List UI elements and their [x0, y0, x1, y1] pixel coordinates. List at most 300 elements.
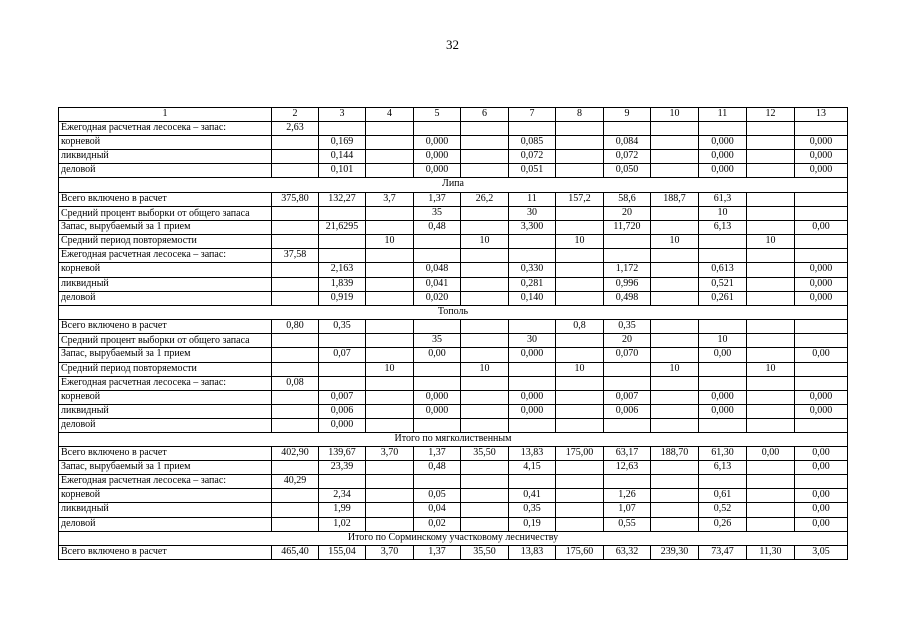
table-cell: [651, 348, 699, 362]
table-cell: [366, 489, 414, 503]
table-cell: [747, 122, 795, 136]
table-cell: [651, 206, 699, 221]
table-cell: [461, 150, 509, 164]
table-row: [59, 333, 848, 348]
table-cell: 0,101: [319, 164, 366, 178]
table-cell: [556, 136, 604, 150]
table-cell: 0,00: [795, 517, 848, 531]
table-cell: [747, 390, 795, 404]
table-cell: [319, 376, 366, 390]
table-cell: 0,000: [414, 404, 461, 418]
table-cell: [272, 291, 319, 305]
table-cell: [509, 418, 556, 432]
table-cell: [366, 333, 414, 348]
table-cell: 0,007: [604, 390, 651, 404]
table-row: [59, 291, 848, 305]
table-cell: [461, 404, 509, 418]
table-cell: 0,35: [604, 319, 651, 333]
table-cell: 10: [747, 362, 795, 376]
table-cell: [747, 348, 795, 362]
table-cell: [556, 164, 604, 178]
table-cell: [795, 319, 848, 333]
table-cell: 0,006: [604, 404, 651, 418]
table-cell: 0,000: [795, 404, 848, 418]
table-cell: [461, 249, 509, 263]
table-cell: 0,000: [795, 150, 848, 164]
table-cell: 0,051: [509, 164, 556, 178]
table-cell: 3,70: [366, 447, 414, 461]
table-cell: 0,000: [699, 404, 747, 418]
table-cell: [556, 390, 604, 404]
table-cell: [795, 235, 848, 249]
table-cell: 0,007: [319, 390, 366, 404]
table-cell: 132,27: [319, 192, 366, 206]
table-cell: 0,050: [604, 164, 651, 178]
table-row: [59, 461, 848, 475]
row-label: Ежегодная расчетная лесосека – запас:: [59, 249, 272, 263]
table-cell: [319, 122, 366, 136]
table-cell: 139,67: [319, 447, 366, 461]
page-number: 32: [446, 37, 459, 52]
table-cell: 40,29: [272, 475, 319, 489]
table-row: [59, 319, 848, 333]
table-cell: 2,163: [319, 263, 366, 277]
table-cell: 157,2: [556, 192, 604, 206]
table-cell: [651, 277, 699, 291]
table-cell: [461, 333, 509, 348]
table-cell: [556, 517, 604, 531]
table-cell: 11,720: [604, 221, 651, 235]
table-cell: [272, 136, 319, 150]
row-label: Средний период повторяемости: [59, 362, 272, 376]
header-cell: 11: [699, 108, 747, 122]
table-cell: [651, 249, 699, 263]
header-cell: 2: [272, 108, 319, 122]
row-label: деловой: [59, 164, 272, 178]
table-cell: [461, 136, 509, 150]
table-cell: 0,144: [319, 150, 366, 164]
table-cell: [509, 319, 556, 333]
table-cell: [556, 461, 604, 475]
table-cell: [414, 235, 461, 249]
table-cell: [747, 475, 795, 489]
table-row: [59, 475, 848, 489]
table-cell: 21,6295: [319, 221, 366, 235]
table-cell: 35,50: [461, 447, 509, 461]
table-cell: 0,05: [414, 489, 461, 503]
table-cell: [366, 517, 414, 531]
table-cell: 0,48: [414, 461, 461, 475]
table-cell: [651, 164, 699, 178]
table-cell: [604, 362, 651, 376]
table-row: [59, 206, 848, 221]
table-cell: [699, 122, 747, 136]
table-cell: [272, 206, 319, 221]
table-cell: [795, 206, 848, 221]
table-cell: 1,37: [414, 545, 461, 559]
table-cell: 0,00: [795, 221, 848, 235]
table-cell: 0,000: [699, 150, 747, 164]
table-cell: 61,3: [699, 192, 747, 206]
section-row: [59, 432, 848, 446]
table-cell: 2,63: [272, 122, 319, 136]
table-cell: [461, 122, 509, 136]
table-cell: [699, 249, 747, 263]
table-cell: 12,63: [604, 461, 651, 475]
row-label: Всего включено в расчет: [59, 545, 272, 559]
table-cell: [556, 489, 604, 503]
table-cell: 35: [414, 206, 461, 221]
table-cell: [795, 249, 848, 263]
table-cell: [795, 122, 848, 136]
table-cell: 30: [509, 333, 556, 348]
section-row: [59, 305, 848, 319]
table-cell: 0,55: [604, 517, 651, 531]
table-cell: [414, 376, 461, 390]
table-cell: [461, 475, 509, 489]
table-cell: 2,34: [319, 489, 366, 503]
row-label: Ежегодная расчетная лесосека – запас:: [59, 475, 272, 489]
table-cell: 0,000: [414, 136, 461, 150]
table-cell: [699, 319, 747, 333]
row-label: ликвидный: [59, 404, 272, 418]
row-label: ликвидный: [59, 150, 272, 164]
table-cell: [272, 489, 319, 503]
table-cell: [651, 517, 699, 531]
table-cell: 35: [414, 333, 461, 348]
table-cell: [747, 333, 795, 348]
table-cell: 239,30: [651, 545, 699, 559]
table-cell: 63,32: [604, 545, 651, 559]
table-cell: 0,000: [699, 164, 747, 178]
table-cell: 0,048: [414, 263, 461, 277]
table-cell: [319, 206, 366, 221]
table-cell: [461, 376, 509, 390]
table-cell: 0,02: [414, 517, 461, 531]
table-cell: [509, 122, 556, 136]
table-cell: 10: [461, 362, 509, 376]
table-cell: [795, 418, 848, 432]
table-row: [59, 489, 848, 503]
table-cell: [272, 164, 319, 178]
table-cell: [699, 475, 747, 489]
table-row: [59, 545, 848, 559]
table-cell: 0,19: [509, 517, 556, 531]
table-cell: 0,000: [795, 277, 848, 291]
table-cell: 0,020: [414, 291, 461, 305]
table-cell: [461, 291, 509, 305]
table-cell: [651, 291, 699, 305]
table-cell: [795, 333, 848, 348]
row-label: корневой: [59, 263, 272, 277]
table-cell: [651, 333, 699, 348]
table-cell: [272, 461, 319, 475]
table-cell: 30: [509, 206, 556, 221]
table-cell: [747, 164, 795, 178]
table-cell: 11: [509, 192, 556, 206]
table-cell: [747, 418, 795, 432]
table-cell: [461, 164, 509, 178]
table-cell: 20: [604, 206, 651, 221]
table-cell: [366, 503, 414, 517]
header-cell: 13: [795, 108, 848, 122]
table-cell: [272, 150, 319, 164]
table-cell: [461, 348, 509, 362]
table-cell: [747, 249, 795, 263]
table-cell: 6,13: [699, 461, 747, 475]
row-label: деловой: [59, 517, 272, 531]
table-cell: [461, 221, 509, 235]
table-cell: [747, 150, 795, 164]
table-cell: [651, 150, 699, 164]
table-cell: [272, 235, 319, 249]
table-cell: [604, 235, 651, 249]
table-cell: 0,996: [604, 277, 651, 291]
table-cell: 0,00: [747, 447, 795, 461]
table-cell: 0,000: [795, 136, 848, 150]
table-cell: [747, 277, 795, 291]
table-cell: [651, 475, 699, 489]
header-cell: 1: [59, 108, 272, 122]
table-cell: [461, 277, 509, 291]
table-cell: 73,47: [699, 545, 747, 559]
table-cell: 0,261: [699, 291, 747, 305]
table-row: [59, 122, 848, 136]
table-cell: [556, 277, 604, 291]
table-cell: [272, 221, 319, 235]
table-cell: [366, 277, 414, 291]
section-title: Липа: [59, 178, 848, 192]
table-cell: 0,140: [509, 291, 556, 305]
table-row: [59, 348, 848, 362]
table-cell: [747, 404, 795, 418]
table-cell: [272, 390, 319, 404]
table-cell: [604, 249, 651, 263]
table-cell: [414, 418, 461, 432]
table-cell: 3,70: [366, 545, 414, 559]
table-cell: [747, 192, 795, 206]
section-title: Итого по Сорминскому участковому лесничеству: [59, 531, 848, 545]
table-cell: 0,08: [272, 376, 319, 390]
table-cell: [414, 362, 461, 376]
table-cell: 0,169: [319, 136, 366, 150]
table-cell: 37,58: [272, 249, 319, 263]
row-label: корневой: [59, 136, 272, 150]
table-cell: [556, 475, 604, 489]
table-cell: 0,000: [795, 390, 848, 404]
row-label: Всего включено в расчет: [59, 319, 272, 333]
table-cell: [556, 503, 604, 517]
table-cell: [556, 404, 604, 418]
table-cell: [651, 263, 699, 277]
table-cell: 0,000: [509, 404, 556, 418]
table-row: [59, 192, 848, 206]
table-cell: 4,15: [509, 461, 556, 475]
table-cell: 1,172: [604, 263, 651, 277]
table-cell: [366, 404, 414, 418]
table-cell: 0,000: [795, 263, 848, 277]
table-cell: 0,000: [795, 164, 848, 178]
table-cell: 188,7: [651, 192, 699, 206]
table-cell: 1,37: [414, 447, 461, 461]
table-cell: [556, 348, 604, 362]
table-cell: 0,61: [699, 489, 747, 503]
table-cell: [319, 362, 366, 376]
table-cell: [461, 461, 509, 475]
table-cell: 0,8: [556, 319, 604, 333]
table-cell: 188,70: [651, 447, 699, 461]
header-cell: 9: [604, 108, 651, 122]
table-row: [59, 249, 848, 263]
table-cell: [272, 517, 319, 531]
table-cell: [366, 136, 414, 150]
table-cell: 10: [699, 333, 747, 348]
table-cell: 0,35: [319, 319, 366, 333]
table-cell: 0,000: [319, 418, 366, 432]
table-row: [59, 390, 848, 404]
table-cell: [366, 348, 414, 362]
table-cell: [272, 362, 319, 376]
table-cell: 0,26: [699, 517, 747, 531]
table-cell: [699, 235, 747, 249]
table-cell: [366, 221, 414, 235]
table-cell: 10: [461, 235, 509, 249]
table-cell: 0,000: [414, 390, 461, 404]
table-cell: 0,919: [319, 291, 366, 305]
table-cell: [272, 333, 319, 348]
table-cell: [604, 475, 651, 489]
row-label: Средний процент выборки от общего запаса: [59, 206, 272, 221]
table-cell: [651, 136, 699, 150]
header-cell: 5: [414, 108, 461, 122]
table-cell: [366, 291, 414, 305]
table-cell: 0,35: [509, 503, 556, 517]
table-cell: [604, 418, 651, 432]
table-cell: 10: [556, 235, 604, 249]
table-cell: [509, 475, 556, 489]
table-cell: [747, 489, 795, 503]
row-label: деловой: [59, 418, 272, 432]
table-cell: [461, 489, 509, 503]
table-cell: [366, 376, 414, 390]
table-cell: 3,7: [366, 192, 414, 206]
table-cell: 465,40: [272, 545, 319, 559]
table-cell: 58,6: [604, 192, 651, 206]
table-cell: 0,000: [795, 291, 848, 305]
table-cell: [604, 376, 651, 390]
table-row: [59, 362, 848, 376]
table-cell: 0,070: [604, 348, 651, 362]
table-cell: [556, 249, 604, 263]
table-cell: 6,13: [699, 221, 747, 235]
table-cell: 10: [556, 362, 604, 376]
table-cell: [366, 164, 414, 178]
row-label: Запас, вырубаемый за 1 прием: [59, 348, 272, 362]
header-cell: 7: [509, 108, 556, 122]
table-row: [59, 404, 848, 418]
table-cell: 0,000: [699, 136, 747, 150]
row-label: ликвидный: [59, 277, 272, 291]
table-cell: 0,084: [604, 136, 651, 150]
header-cell: 3: [319, 108, 366, 122]
table-cell: [272, 263, 319, 277]
table-cell: [509, 376, 556, 390]
table-row: [59, 136, 848, 150]
table-cell: [461, 503, 509, 517]
row-label: деловой: [59, 291, 272, 305]
row-label: корневой: [59, 390, 272, 404]
table-cell: [461, 263, 509, 277]
table-cell: 0,00: [795, 489, 848, 503]
data-table: [58, 107, 848, 560]
table-row: [59, 277, 848, 291]
table-cell: 0,521: [699, 277, 747, 291]
row-label: Ежегодная расчетная лесосека – запас:: [59, 122, 272, 136]
table-cell: 0,07: [319, 348, 366, 362]
table-cell: [556, 291, 604, 305]
table-cell: [319, 235, 366, 249]
table-cell: [651, 221, 699, 235]
table-cell: [319, 475, 366, 489]
table-cell: [556, 122, 604, 136]
table-cell: 0,00: [414, 348, 461, 362]
table-cell: 0,072: [604, 150, 651, 164]
table-row: [59, 221, 848, 235]
table-cell: 0,00: [795, 447, 848, 461]
table-cell: 0,000: [509, 390, 556, 404]
table-cell: [651, 376, 699, 390]
table-cell: 0,000: [414, 164, 461, 178]
table-cell: [747, 206, 795, 221]
table-cell: [651, 122, 699, 136]
table-cell: [366, 206, 414, 221]
table-cell: 0,281: [509, 277, 556, 291]
table-cell: 175,00: [556, 447, 604, 461]
table-cell: [366, 249, 414, 263]
table-cell: [747, 263, 795, 277]
table-cell: [272, 348, 319, 362]
table-cell: [272, 503, 319, 517]
table-cell: [272, 277, 319, 291]
header-row: [59, 108, 848, 122]
table-cell: [319, 249, 366, 263]
table-cell: 1,07: [604, 503, 651, 517]
table-cell: [556, 418, 604, 432]
row-label: Всего включено в расчет: [59, 192, 272, 206]
table-cell: [366, 263, 414, 277]
table-cell: 3,05: [795, 545, 848, 559]
header-cell: 6: [461, 108, 509, 122]
table-cell: [747, 461, 795, 475]
table-cell: [747, 291, 795, 305]
table-cell: [366, 319, 414, 333]
row-label: Запас, вырубаемый за 1 прием: [59, 221, 272, 235]
table-cell: [366, 390, 414, 404]
table-cell: 0,04: [414, 503, 461, 517]
table-cell: 175,60: [556, 545, 604, 559]
table-cell: [461, 206, 509, 221]
table-row: [59, 164, 848, 178]
table-cell: 11,30: [747, 545, 795, 559]
table-cell: [556, 376, 604, 390]
header-cell: 4: [366, 108, 414, 122]
table-cell: [651, 390, 699, 404]
table-cell: 0,000: [414, 150, 461, 164]
table-cell: [747, 221, 795, 235]
table-cell: [509, 235, 556, 249]
table-cell: 10: [366, 362, 414, 376]
table-cell: 10: [651, 235, 699, 249]
